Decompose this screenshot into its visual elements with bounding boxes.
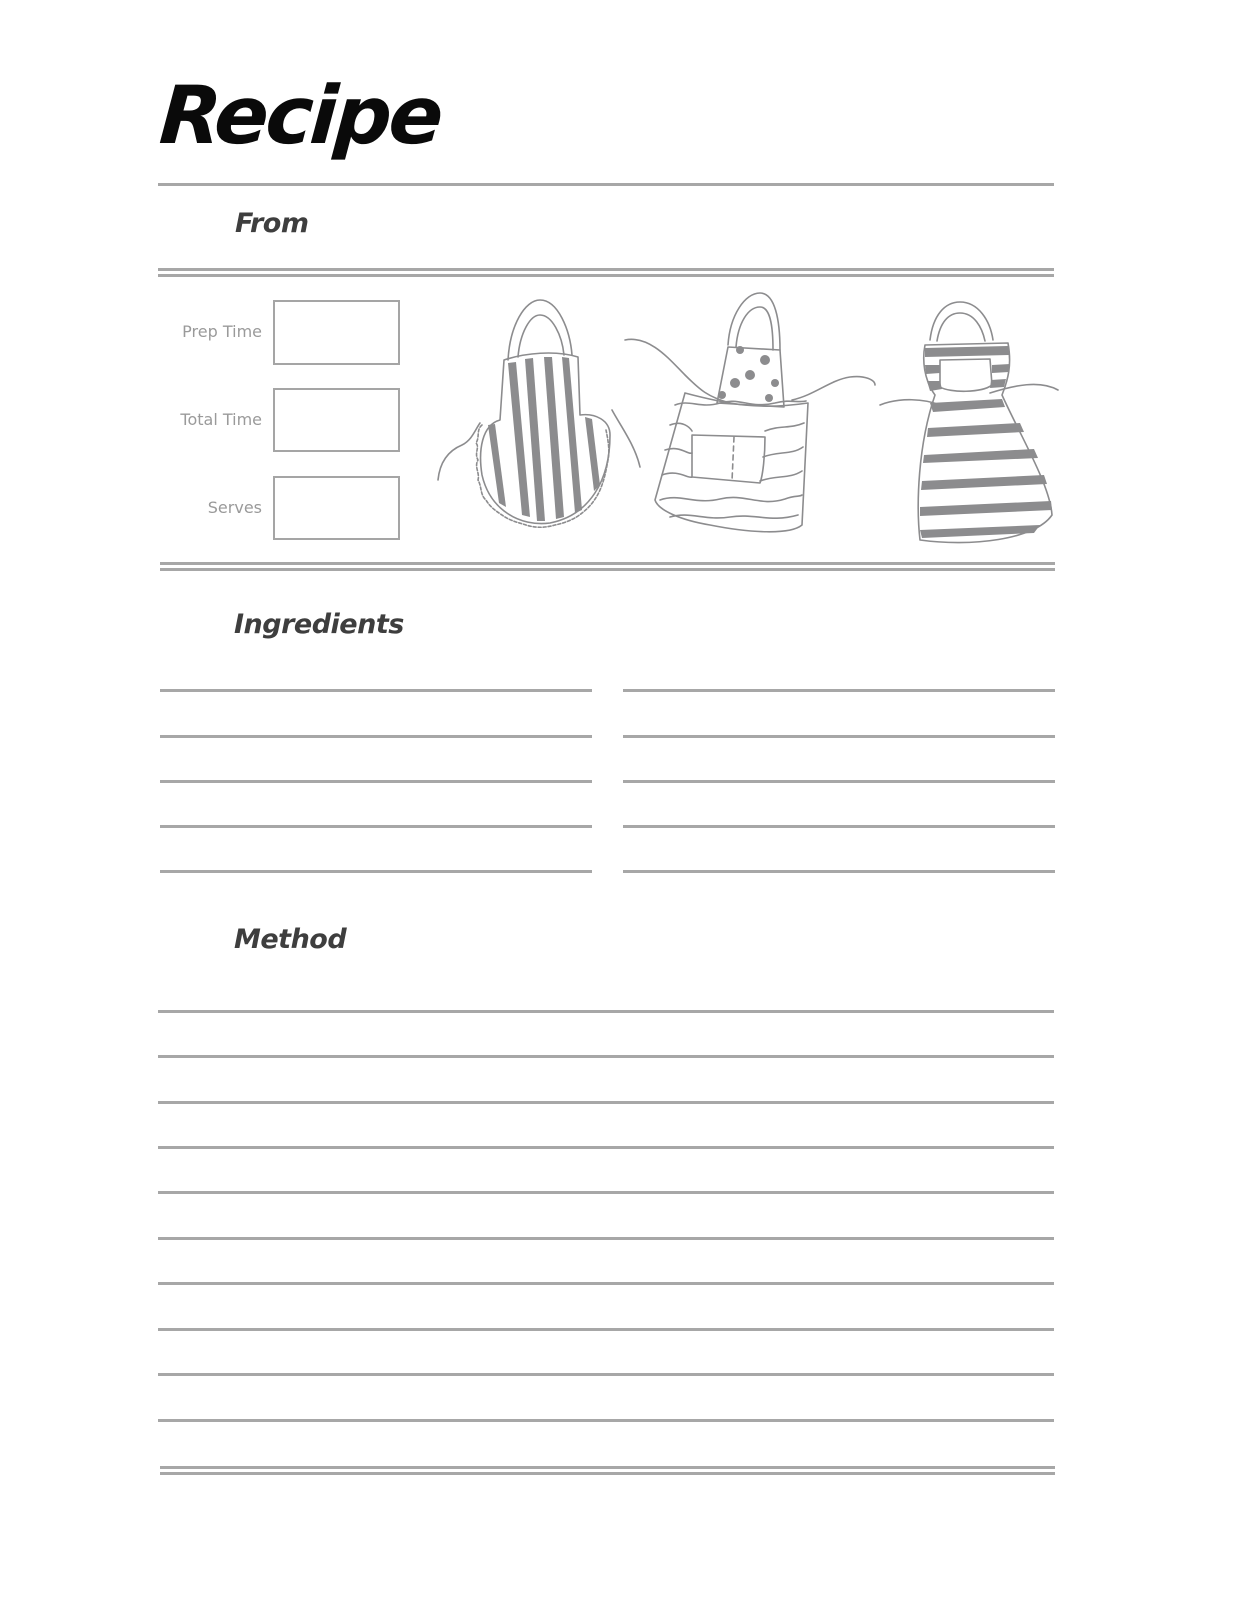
ingredient-line[interactable] [160, 735, 592, 738]
total-time-label: Total Time [180, 410, 262, 429]
title-divider [158, 183, 1054, 186]
horizontal-striped-apron-icon [880, 302, 1058, 543]
serves-field[interactable] [273, 476, 400, 540]
from-divider-top [158, 268, 1054, 271]
from-divider-bottom [158, 274, 1054, 277]
ingredient-line[interactable] [623, 689, 1055, 692]
method-line[interactable] [158, 1419, 1054, 1422]
ingredient-line[interactable] [623, 825, 1055, 828]
polka-dot-wavy-apron-icon [625, 293, 875, 532]
method-line[interactable] [158, 1010, 1054, 1013]
ingredient-line[interactable] [160, 689, 592, 692]
prep-time-field[interactable] [273, 300, 400, 365]
method-line[interactable] [158, 1237, 1054, 1240]
total-time-field[interactable] [273, 388, 400, 452]
details-divider-top [160, 562, 1055, 565]
method-line[interactable] [158, 1146, 1054, 1149]
method-line[interactable] [158, 1191, 1054, 1194]
aprons-illustration [430, 285, 1070, 555]
striped-apron-icon [438, 300, 640, 527]
page-title: Recipe [156, 69, 444, 162]
details-divider-bottom [160, 568, 1055, 571]
ingredient-line[interactable] [623, 735, 1055, 738]
method-line[interactable] [158, 1282, 1054, 1285]
footer-divider-bottom [160, 1472, 1055, 1475]
ingredient-line[interactable] [623, 780, 1055, 783]
from-label: From [235, 208, 309, 239]
method-line[interactable] [158, 1055, 1054, 1058]
ingredient-line[interactable] [160, 870, 592, 873]
footer-divider-top [160, 1466, 1055, 1469]
method-line[interactable] [158, 1328, 1054, 1331]
method-line[interactable] [158, 1373, 1054, 1376]
ingredient-line[interactable] [160, 780, 592, 783]
method-heading: Method [234, 924, 347, 955]
ingredient-line[interactable] [160, 825, 592, 828]
ingredient-line[interactable] [623, 870, 1055, 873]
ingredients-heading: Ingredients [234, 609, 404, 640]
from-input-area[interactable] [320, 195, 1050, 255]
prep-time-label: Prep Time [182, 322, 262, 341]
serves-label: Serves [207, 498, 262, 517]
method-line[interactable] [158, 1101, 1054, 1104]
